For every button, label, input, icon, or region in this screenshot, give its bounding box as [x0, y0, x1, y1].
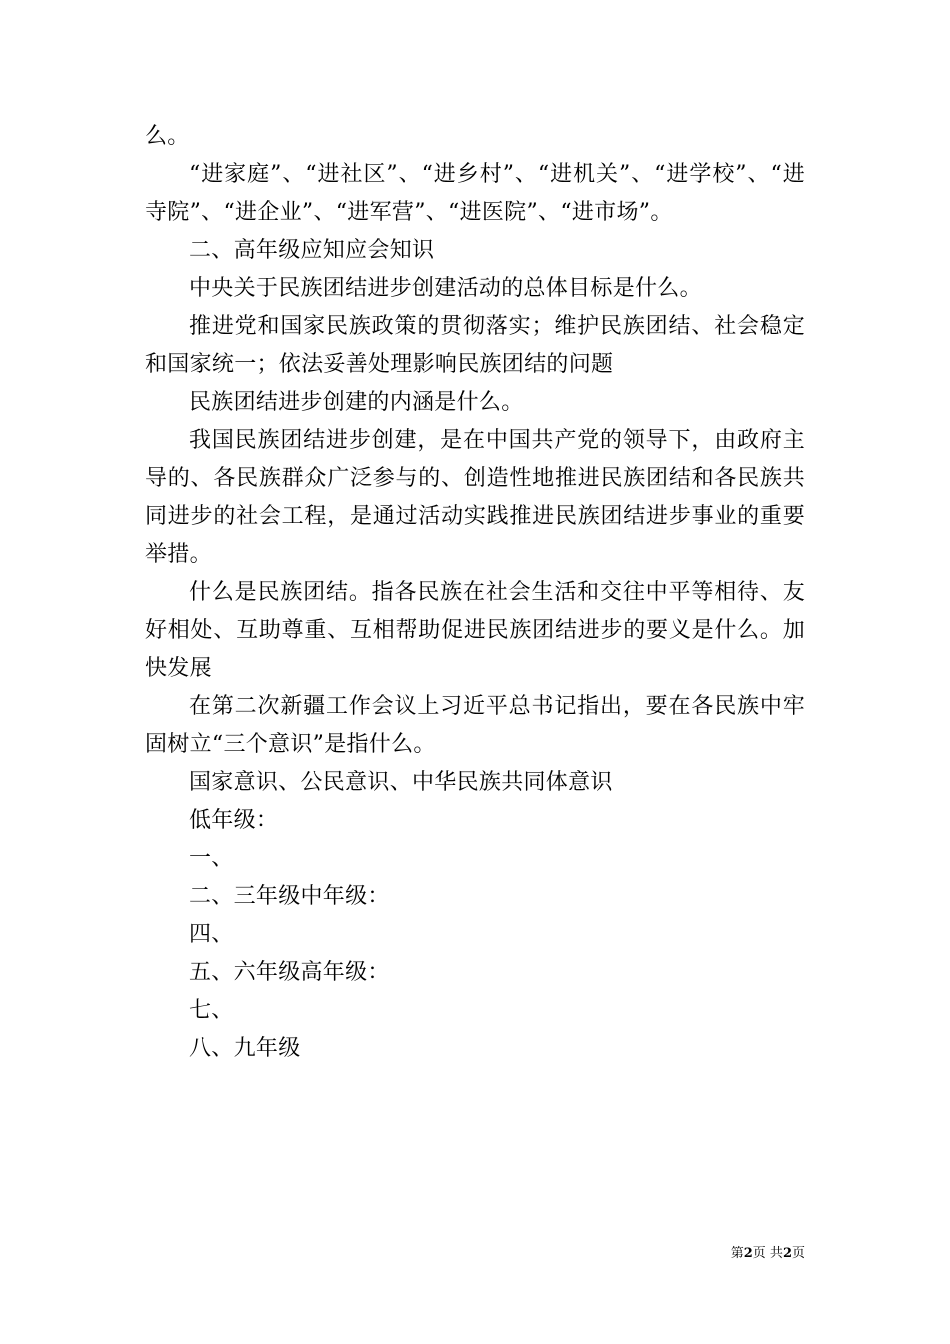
- document-body: [145, 118, 805, 1068]
- paragraph-14: 四、: [189, 922, 234, 947]
- paragraph-9: 在第二次新疆工作会议上习近平总书记指出，要在各民族中牢固树立“三个意识”是指什么。: [145, 694, 805, 757]
- footer-total-pages: 2: [782, 1246, 792, 1261]
- paragraph-4: 中央关于民族团结进步创建活动的总体目标是什么。: [189, 276, 702, 301]
- paragraph-5: 推进党和国家民族政策的贯彻落实；维护民族团结、社会稳定和国家统一；依法妥善处理影响民族团结的问题: [145, 314, 805, 377]
- paragraph-17: 八、九年级: [189, 1036, 301, 1061]
- footer-suffix: 页: [791, 1246, 805, 1261]
- paragraph-15: 五、六年级高年级：: [189, 960, 390, 985]
- paragraph-6: 民族团结进步创建的内涵是什么。: [189, 390, 524, 415]
- paragraph-3: 二、高年级应知应会知识: [189, 238, 435, 263]
- footer-current-page: 2: [743, 1246, 753, 1261]
- paragraph-2: “进家庭”、“进社区”、“进乡村”、“进机关”、“进学校”、“进寺院”、“进企业”、“进军营”、“进医院”、“进市场”。: [145, 162, 805, 225]
- footer-middle: 页 共: [752, 1246, 783, 1261]
- paragraph-12: 一、: [189, 846, 234, 871]
- paragraph-11: 低年级：: [189, 808, 279, 833]
- paragraph-8: 什么是民族团结。指各民族在社会生活和交往中平等相待、友好相处、互助尊重、互相帮助促进民族团结进步的要义是什么。加快发展: [145, 580, 805, 681]
- paragraph-7: 我国民族团结进步创建，是在中国共产党的领导下，由政府主导的、各民族群众广泛参与的、创造性地推进民族团结和各民族共同进步的社会工程，是通过活动实践推进民族团结进步事业的重要举措。: [145, 428, 805, 567]
- paragraph-16: 七、: [189, 998, 234, 1023]
- footer-prefix: 第: [730, 1246, 744, 1261]
- paragraph-1: 么。: [145, 124, 190, 149]
- page-footer: [731, 1245, 805, 1263]
- paragraph-10: 国家意识、公民意识、中华民族共同体意识: [189, 770, 613, 795]
- paragraph-13: 二、三年级中年级：: [189, 884, 390, 909]
